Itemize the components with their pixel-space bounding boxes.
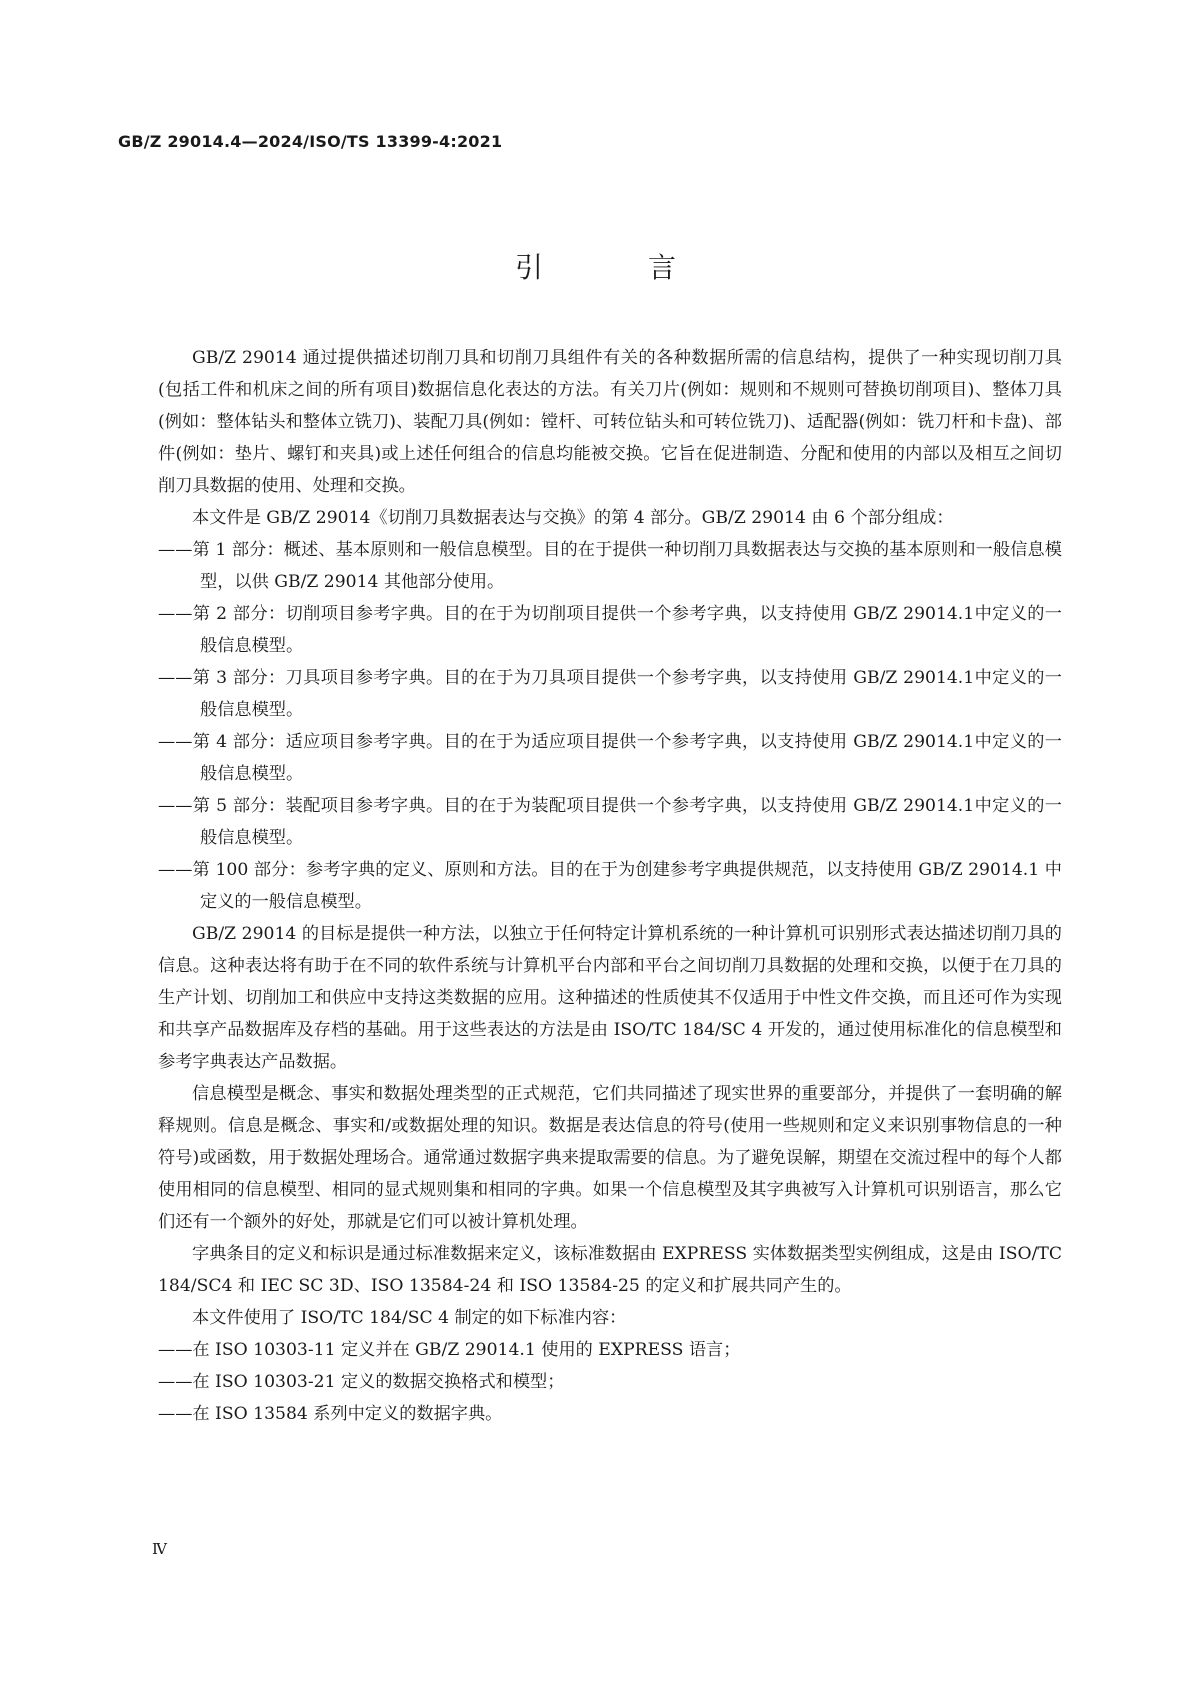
paragraph: 本文件是 GB/Z 29014《切削刀具数据表达与交换》的第 4 部分。GB/Z 29014 由 6 个部分组成： xyxy=(192,508,954,528)
paragraph: 本文件使用了 ISO/TC 184/SC 4 制定的如下标准内容： xyxy=(192,1308,627,1328)
list-item-standard: ——在 ISO 10303-11 定义并在 GB/Z 29014.1 使用的 EXPRESS 语言； xyxy=(158,1340,741,1360)
document-body xyxy=(158,342,1062,1430)
page-title: 引 言 xyxy=(515,251,724,284)
list-item-standard: ——在 ISO 10303-21 定义的数据交换格式和模型； xyxy=(158,1372,565,1392)
list-item-part-1: ——第 1 部分：概述、基本原则和一般信息模型。目的在于提供一种切削刀具数据表达与交换的基本原则和一般信息模型，以供 GB/Z 29014 其他部分使用。 xyxy=(158,540,1062,592)
list-item-part-4: ——第 4 部分：适应项目参考字典。目的在于为适应项目提供一个参考字典，以支持使用 GB/Z 29014.1中定义的一般信息模型。 xyxy=(158,732,1062,784)
paragraph: 字典条目的定义和标识是通过标准数据来定义，该标准数据由 EXPRESS 实体数据类型实例组成，这是由 ISO/TC 184/SC4 和 IEC SC 3D、ISO 13584-24 和 ISO 13584-25 的定义和扩展共同产生的。 xyxy=(158,1244,1062,1296)
page-number: Ⅳ xyxy=(152,1540,167,1558)
document-header-id: GB/Z 29014.4—2024/ISO/TS 13399-4:2021 xyxy=(118,132,503,151)
list-item-part-100: ——第 100 部分：参考字典的定义、原则和方法。目的在于为创建参考字典提供规范，以支持使用 GB/Z 29014.1 中定义的一般信息模型。 xyxy=(158,860,1062,912)
list-item-part-2: ——第 2 部分：切削项目参考字典。目的在于为切削项目提供一个参考字典，以支持使用 GB/Z 29014.1中定义的一般信息模型。 xyxy=(158,604,1062,656)
list-item-part-3: ——第 3 部分：刀具项目参考字典。目的在于为刀具项目提供一个参考字典，以支持使用 GB/Z 29014.1中定义的一般信息模型。 xyxy=(158,668,1062,720)
list-item-standard: ——在 ISO 13584 系列中定义的数据字典。 xyxy=(158,1404,503,1424)
list-item-part-5: ——第 5 部分：装配项目参考字典。目的在于为装配项目提供一个参考字典，以支持使用 GB/Z 29014.1中定义的一般信息模型。 xyxy=(158,796,1062,848)
paragraph: GB/Z 29014 的目标是提供一种方法，以独立于任何特定计算机系统的一种计算机可识别形式表达描述切削刀具的信息。这种表达将有助于在不同的软件系统与计算机平台内部和平台之间切削刀具数据的处理和交换，以便于在刀具的生产计划、切削加工和供应中支持这类数据的应用。这种描述的性质使其不仅适用于中性文件交换，而且还可作为实现和共享产品数据库及存档的基础。用于这些表达的方法是由 ISO/TC 184/SC 4 开发的，通过使用标准化的信息模型和参考字典表达产品数据。 xyxy=(158,924,1062,1072)
paragraph: 信息模型是概念、事实和数据处理类型的正式规范，它们共同描述了现实世界的重要部分，并提供了一套明确的解释规则。信息是概念、事实和/或数据处理的知识。数据是表达信息的符号(使用一些规则和定义来识别事物信息的一种符号)或函数，用于数据处理场合。通常通过数据字典来提取需要的信息。为了避免误解，期望在交流过程中的每个人都使用相同的信息模型、相同的显式规则集和相同的字典。如果一个信息模型及其字典被写入计算机可识别语言，那么它们还有一个额外的好处，那就是它们可以被计算机处理。 xyxy=(158,1084,1062,1232)
paragraph: GB/Z 29014 通过提供描述切削刀具和切削刀具组件有关的各种数据所需的信息结构，提供了一种实现切削刀具(包括工件和机床之间的所有项目)数据信息化表达的方法。有关刀片(例如：规则和不规则可替换切削项目)、整体刀具(例如：整体钻头和整体立铣刀)、装配刀具(例如：镗杆、可转位钻头和可转位铣刀)、适配器(例如：铣刀杆和卡盘)、部件(例如：垫片、螺钉和夹具)或上述任何组合的信息均能被交换。它旨在促进制造、分配和使用的内部以及相互之间切削刀具数据的使用、处理和交换。 xyxy=(158,348,1062,496)
